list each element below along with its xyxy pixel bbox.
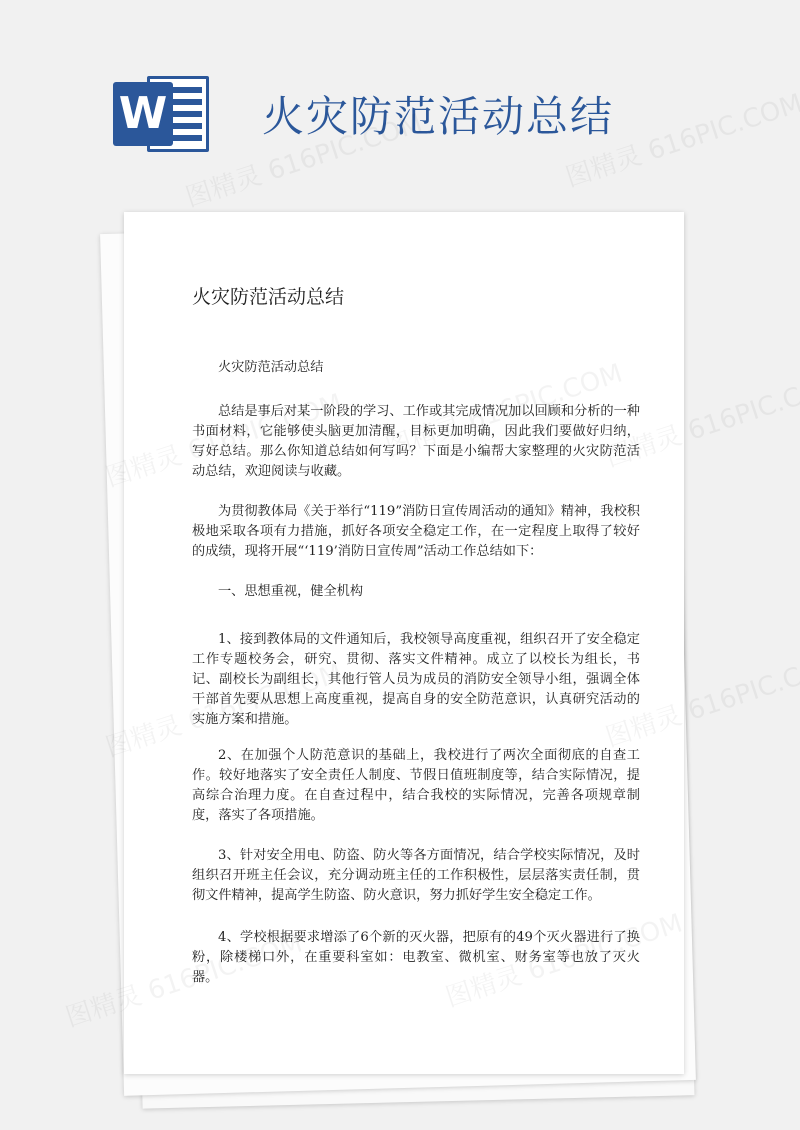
word-logo-icon <box>113 74 215 154</box>
paragraph-purpose: 为贯彻教体局《关于举行“119”消防日宣传周活动的通知》精神，我校积极地采取各项有力措施，抓好各项安全稳定工作，在一定程度上取得了较好的成绩，现将开展“‘119’消防日宣传周”活动工作总结如下： <box>192 504 640 559</box>
word-letter: W <box>113 82 173 146</box>
paragraph-item-1: 1、接到教体局的文件通知后，我校领导高度重视，组织召开了安全稳定工作专题校务会，研究、贯彻、落实文件精神。成立了以校长为组长，书记、副校长为副组长，其他行管人员为成员的消防安全领导小组，强调全体干部首先要从思想上高度重视，提高自身的安全防范意识，认真研究活动的实施方案和措施。 <box>192 632 640 727</box>
paragraph-item-4: 4、学校根据要求增添了6个新的灭火器，把原有的49个灭火器进行了换粉，除楼梯口外，在重要科室如：电教室、微机室、财务室等也放了灭火器。 <box>192 930 640 985</box>
paragraph-item-3: 3、针对安全用电、防盗、防火等各方面情况，结合学校实际情况，及时组织召开班主任会议，充分调动班主任的工作积极性，层层落实责任制，贯彻文件精神，提高学生防盗、防火意识，努力抓好学生安全稳定工作。 <box>192 848 640 903</box>
paragraph-intro: 总结是事后对某一阶段的学习、工作或其完成情况加以回顾和分析的一种书面材料，它能够使头脑更加清醒，目标更加明确，因此我们要做好归纳，写好总结。那么你知道总结如何写吗？下面是小编帮大家整理的火灾防范活动总结，欢迎阅读与收藏。 <box>192 404 640 479</box>
banner-title: 火灾防范活动总结 <box>262 92 615 141</box>
document-page <box>124 212 684 1074</box>
paragraph-subtitle: 火灾防范活动总结 <box>218 360 324 375</box>
paragraph-item-2: 2、在加强个人防范意识的基础上，我校进行了两次全面彻底的自查工作。较好地落实了安全责任人制度、节假日值班制度等，结合实际情况，提高综合治理力度。在自查过程中，结合我校的实际情况，完善各项规章制度，落实了各项措施。 <box>192 748 640 823</box>
section-heading-1: 一、思想重视，健全机构 <box>218 584 364 599</box>
document-heading: 火灾防范活动总结 <box>192 286 345 308</box>
